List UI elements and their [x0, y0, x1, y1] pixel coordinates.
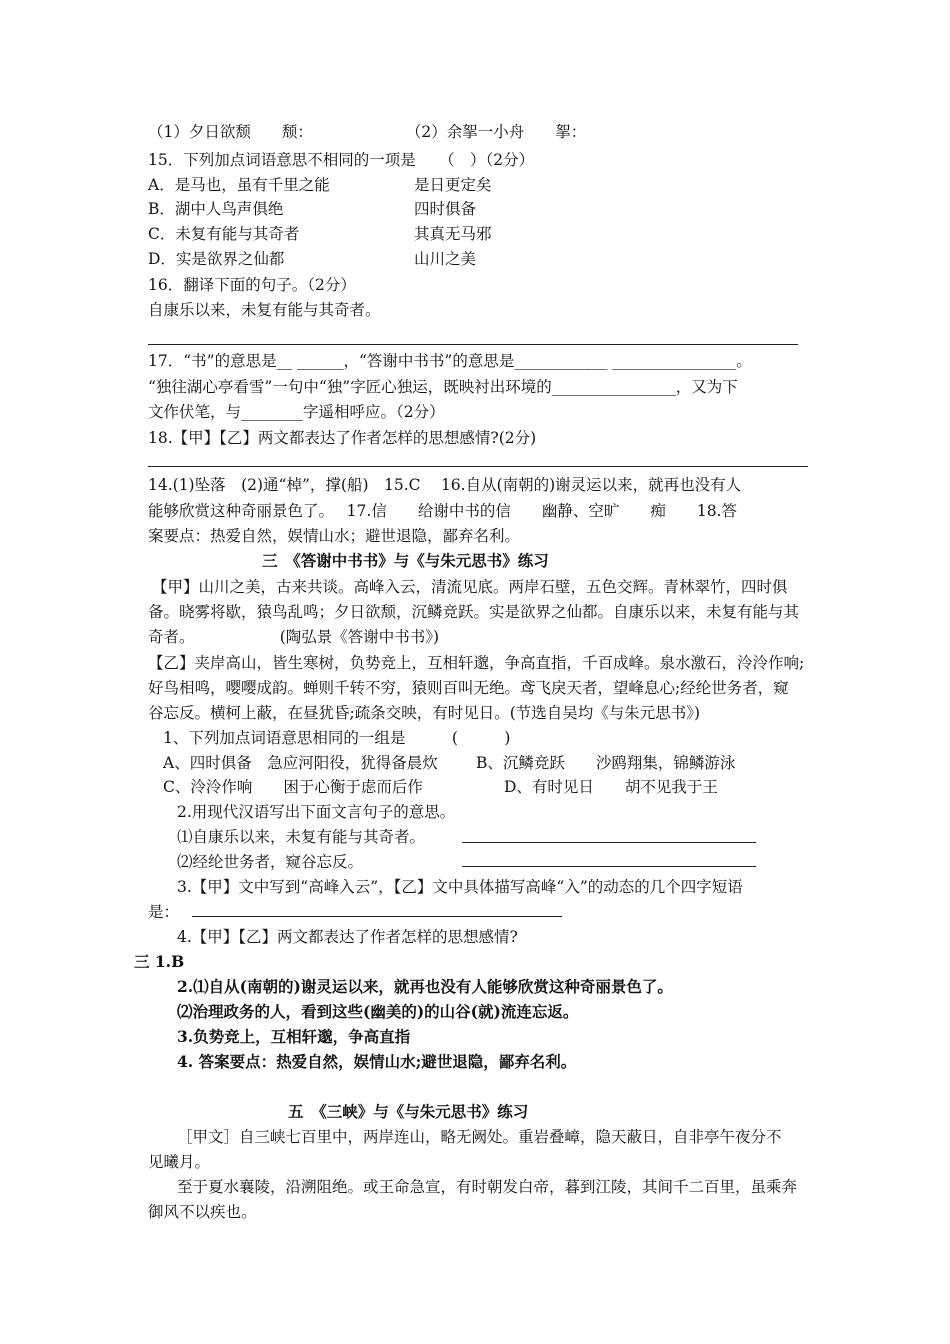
- question-15: 15．下列加点词语意思不相同的一项是 （ ）（2分）: [148, 151, 535, 169]
- passage-para2-line2: 御风不以疾也。: [148, 1203, 257, 1221]
- q15-option-b-left: B．湖中人鸟声俱绝: [148, 200, 284, 218]
- answers-line3: 案要点：热爱自然，娱情山水；避世退隐，鄙弃名利。: [148, 527, 521, 545]
- question-17-line1: 17．“书”的意思是__ ______，“答谢中书书”的意思是____________ ________________。: [148, 352, 752, 370]
- q2-sentence-2: ⑵经纶世务者，窥谷忘反。: [177, 853, 364, 871]
- q16-sentence: 自康乐以来，未复有能与其奇者。: [148, 301, 381, 319]
- question-17-line3: 文作伏笔，与________字遥相呼应。（2分）: [148, 403, 445, 421]
- question-4: 4.【甲】【乙】两文都表达了作者怎样的思想感情?: [177, 928, 518, 946]
- passage-para2-line1: 至于夏水襄陵，沿溯阻绝。或王命急宣，有时朝发白帝，暮到江陵，其间千二百里，虽乘奔: [177, 1178, 798, 1196]
- answer-4: 4. 答案要点：热爱自然，娱情山水;避世退隐，鄙弃名利。: [177, 1052, 577, 1071]
- passage-jia-line1: 【甲】山川之美，古来共谈。高峰入云，清流见底。两岸石壁，五色交辉。青林翠竹，四时俱: [152, 578, 788, 596]
- answers-line1: 14.(1)坠落 (2)通“棹”，撑(船) 15.C 16.自从(南朝的)谢灵运以来，就再也没有人: [148, 476, 742, 494]
- q15-option-b-right: 四时俱备: [414, 200, 477, 218]
- question-3-line1: 3.【甲】文中写到“高峰入云”，【乙】文中具体描写高峰“入”的动态的几个四字短语: [177, 878, 743, 896]
- answer-line: [148, 466, 808, 467]
- question-1: 1、下列加点词语意思相同的一组是 ( ): [163, 729, 511, 747]
- question-17-line2: “独往湖心亭看雪”一句中“独”字匠心独运，既映衬出环境的________________，又为下: [148, 378, 738, 396]
- answer-2-1: 2.⑴自从(南朝的)谢灵运以来，就再也没有人能够欣赏这种奇丽景色了。: [177, 977, 673, 996]
- question-18: 18.【甲】【乙】两文都表达了作者怎样的思想感情?(2分): [148, 429, 537, 447]
- q15-option-d-left: D．实是欲界之仙都: [148, 250, 285, 268]
- answer-line: [462, 842, 756, 843]
- section-5-title: 五 《三峡》与《与朱元思书》练习: [288, 1102, 529, 1121]
- question-2: 2.用现代汉语写出下面文言句子的意思。: [177, 803, 456, 821]
- q1-option-b: B、沉鳞竞跃 沙鸥翔集，锦鳞游泳: [476, 754, 736, 772]
- section-3-title: 三 《答谢中书书》与《与朱元思书》练习: [262, 551, 549, 570]
- q15-option-d-right: 山川之美: [414, 250, 477, 268]
- answers-line2: 能够欣赏这种奇丽景色了。 17.信 给谢中书的信 幽静、空旷 痴 18.答: [148, 502, 737, 520]
- passage-yi-line3: 谷忘反。横柯上蔽，在昼犹昏;疏条交映，有时见日。(节选自吴均《与朱元思书》): [148, 704, 701, 722]
- answer-1: 三 1.B: [134, 952, 185, 971]
- question-3-line2: 是：: [148, 903, 180, 921]
- answer-3: 3.负势竞上，互相轩邈，争高直指: [177, 1027, 411, 1046]
- passage-yi-line2: 好鸟相鸣，嘤嘤成韵。蝉则千转不穷，猿则百叫无绝。鸢飞戾天者，望峰息心;经纶世务者，窥: [148, 679, 789, 697]
- passage-jia-line3: 奇者。 (陶弘景《答谢中书书》): [148, 628, 440, 646]
- passage-jiawen-line2: 见曦月。: [148, 1153, 211, 1171]
- passage-jiawen-line1: ［甲文］自三峡七百里中，两岸连山，略无阙处。重岩叠嶂，隐天蔽日，自非亭午夜分不: [177, 1128, 782, 1146]
- q1-option-a: A、四时俱备 急应河阳役，犹得备晨炊: [163, 754, 438, 772]
- passage-jia-line2: 备。晓雾将歇，猿鸟乱鸣；夕日欲颓，沉鳞竞跃。实是欲界之仙都。自康乐以来，未复有能与其: [148, 603, 800, 621]
- q15-option-a-left: A．是马也，虽有千里之能: [148, 176, 330, 194]
- question-14-terms: （1）夕日欲颓 颓： （2）余挐一小舟 挐：: [148, 123, 587, 141]
- q2-sentence-1: ⑴自康乐以来，未复有能与其奇者。: [177, 828, 426, 846]
- q1-option-d: D、有时见日 胡不见我于王: [504, 778, 718, 796]
- answer-2-2: ⑵治理政务的人，看到这些(幽美的)的山谷(就)流连忘返。: [177, 1002, 579, 1021]
- question-16: 16．翻译下面的句子。（2分）: [148, 276, 356, 294]
- q15-option-c-right: 其真无马邪: [414, 225, 492, 243]
- answer-line: [462, 866, 756, 867]
- q15-option-a-right: 是日更定矣: [414, 176, 492, 194]
- q15-option-c-left: C．未复有能与其奇者: [148, 225, 300, 243]
- q1-option-c: C、泠泠作响 困于心衡于虑而后作: [163, 778, 423, 796]
- passage-yi-line1: 【乙】夹岸高山，皆生寒树，负势竞上，互相轩邈，争高直指，千百成峰。泉水激石，泠泠作响;: [148, 654, 805, 672]
- answer-line: [192, 916, 562, 917]
- answer-line: [148, 344, 798, 345]
